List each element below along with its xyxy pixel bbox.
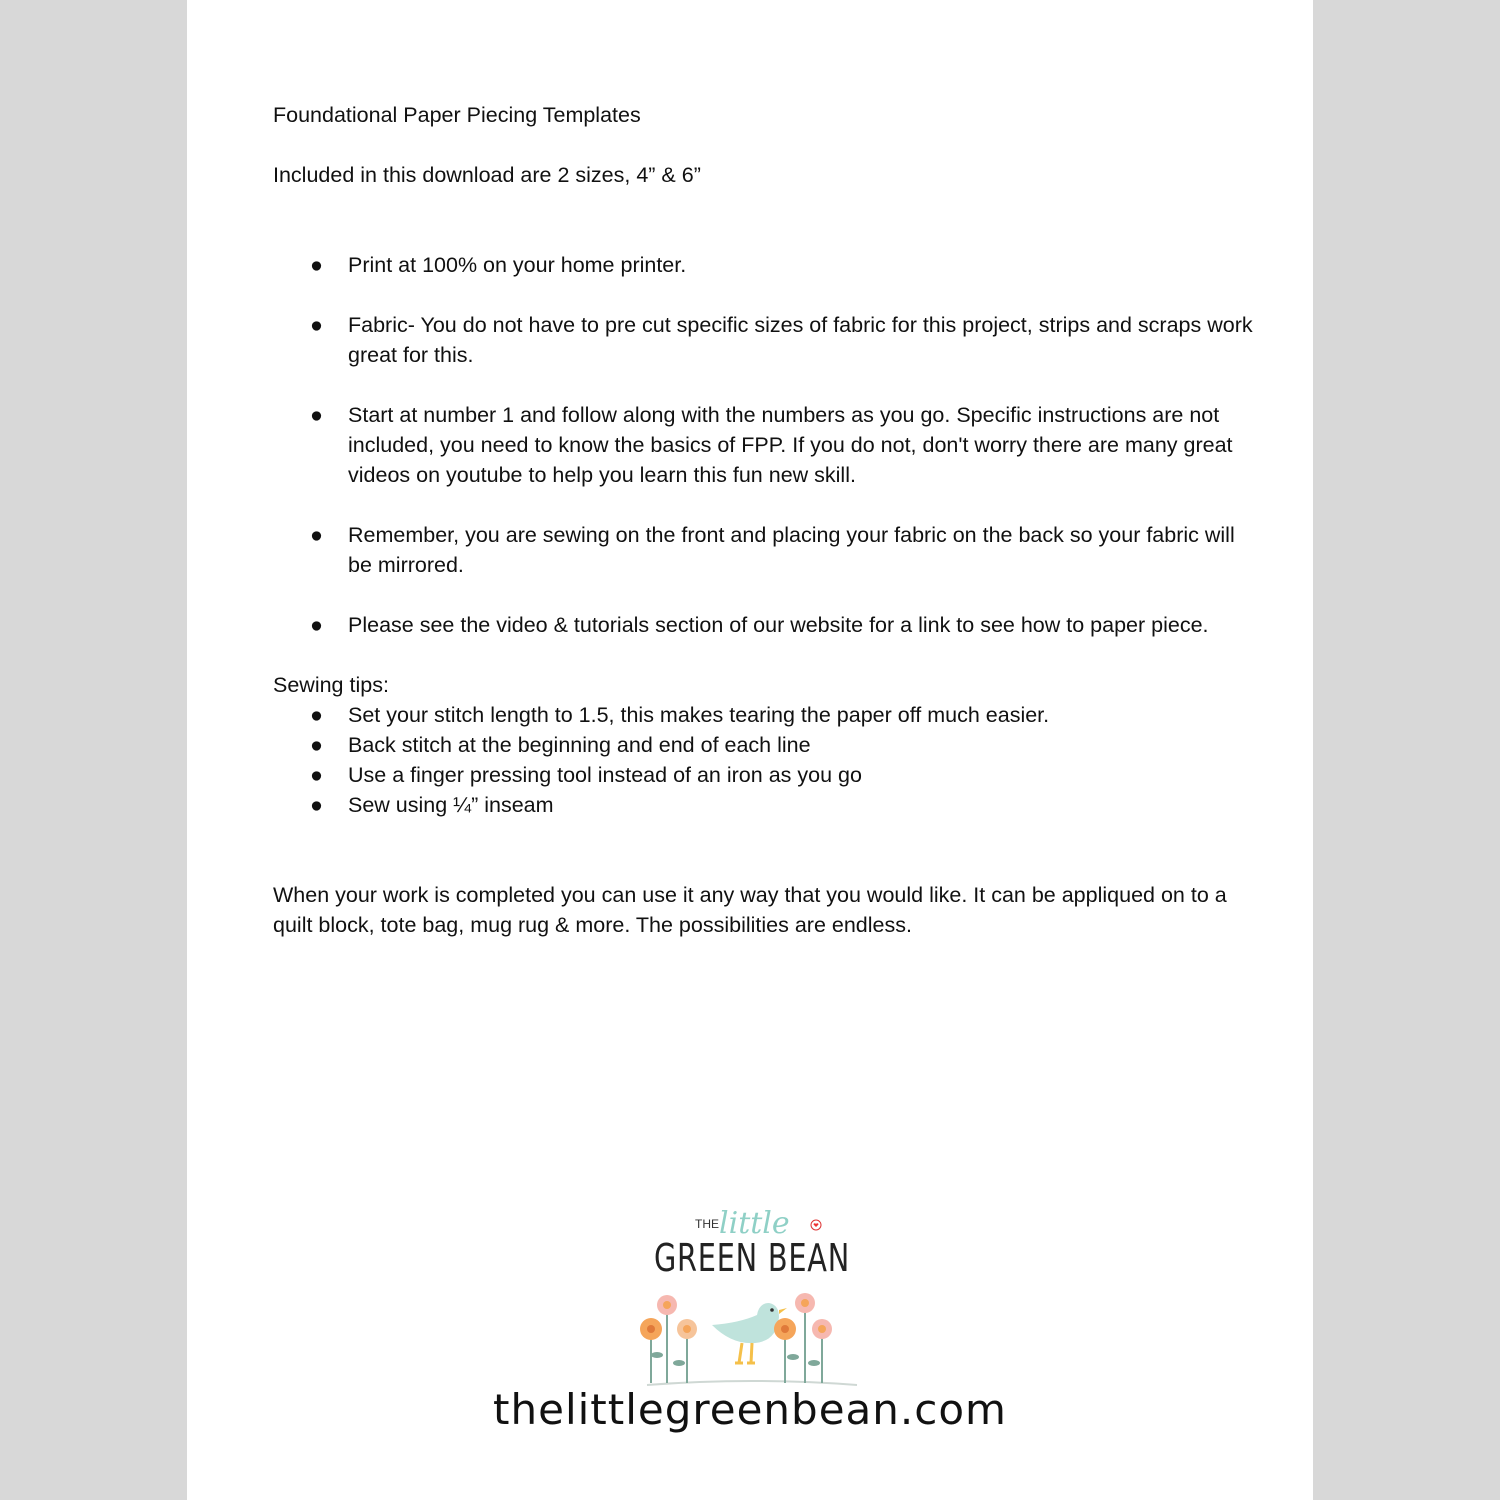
bullet-icon: ● [310, 733, 323, 757]
intro-text: Included in this download are 2 sizes, 4” & 6” [273, 163, 701, 187]
list-item-text: Fabric- You do not have to pre cut specific sizes of fabric for this project, strips and scraps work great for this. [348, 313, 1253, 367]
list-item-text: Set your stitch length to 1.5, this makes tearing the paper off much easier. [348, 703, 1050, 727]
bullet-icon: ● [310, 763, 323, 787]
website-url: thelittlegreenbean.com [493, 1385, 1007, 1434]
logo-the: THE [695, 1217, 719, 1231]
list-item-text: Please see the video & tutorials section of our website for a link to see how to paper piece. [348, 613, 1209, 637]
bullet-icon: ● [310, 793, 323, 817]
list-item [273, 730, 1253, 760]
list-item-text: Print at 100% on your home printer. [348, 253, 687, 277]
list-item-text: Sew using ¼” inseam [348, 793, 554, 817]
document-body [273, 100, 1253, 940]
closing-paragraph: When your work is completed you can use it any way that you would like. It can be appliqued on to a quilt block, tote bag, mug rug & more. The possibilities are endless. [273, 883, 1227, 937]
bullet-icon: ● [310, 523, 323, 547]
logo-graphic [627, 1195, 877, 1390]
list-item [273, 520, 1253, 580]
heart-icon [811, 1220, 821, 1230]
bullet-icon: ● [310, 403, 323, 427]
list-item-text: Use a finger pressing tool instead of an iron as you go [348, 763, 862, 787]
list-item [273, 610, 1253, 640]
list-item-text: Remember, you are sewing on the front and placing your fabric on the back so your fabric will be mirrored. [348, 523, 1235, 577]
list-item [273, 310, 1253, 370]
bullet-icon: ● [310, 253, 323, 277]
bullet-icon: ● [310, 313, 323, 337]
sewing-tips-list [273, 700, 1253, 820]
bullet-icon: ● [310, 613, 323, 637]
list-item [273, 250, 1253, 280]
list-item [273, 790, 1253, 820]
logo-little: little [719, 1206, 790, 1241]
list-item [273, 400, 1253, 490]
instruction-list [273, 250, 1253, 640]
flowers-right-icon [774, 1293, 832, 1383]
flowers-left-icon [640, 1295, 697, 1383]
sewing-tips-heading: Sewing tips: [273, 673, 389, 697]
document-page [187, 0, 1313, 1500]
list-item [273, 760, 1253, 790]
document-title: Foundational Paper Piecing Templates [273, 103, 641, 127]
logo-green-bean: GREEN BEAN [654, 1236, 850, 1280]
list-item-text: Back stitch at the beginning and end of each line [348, 733, 811, 757]
list-item [273, 700, 1253, 730]
list-item-text: Start at number 1 and follow along with the numbers as you go. Specific instructions are not included, you need to know the basics of FPP. If you do not, don't worry there are many great videos on youtube to help you learn this fun new skill. [348, 403, 1233, 487]
bullet-icon: ● [310, 703, 323, 727]
